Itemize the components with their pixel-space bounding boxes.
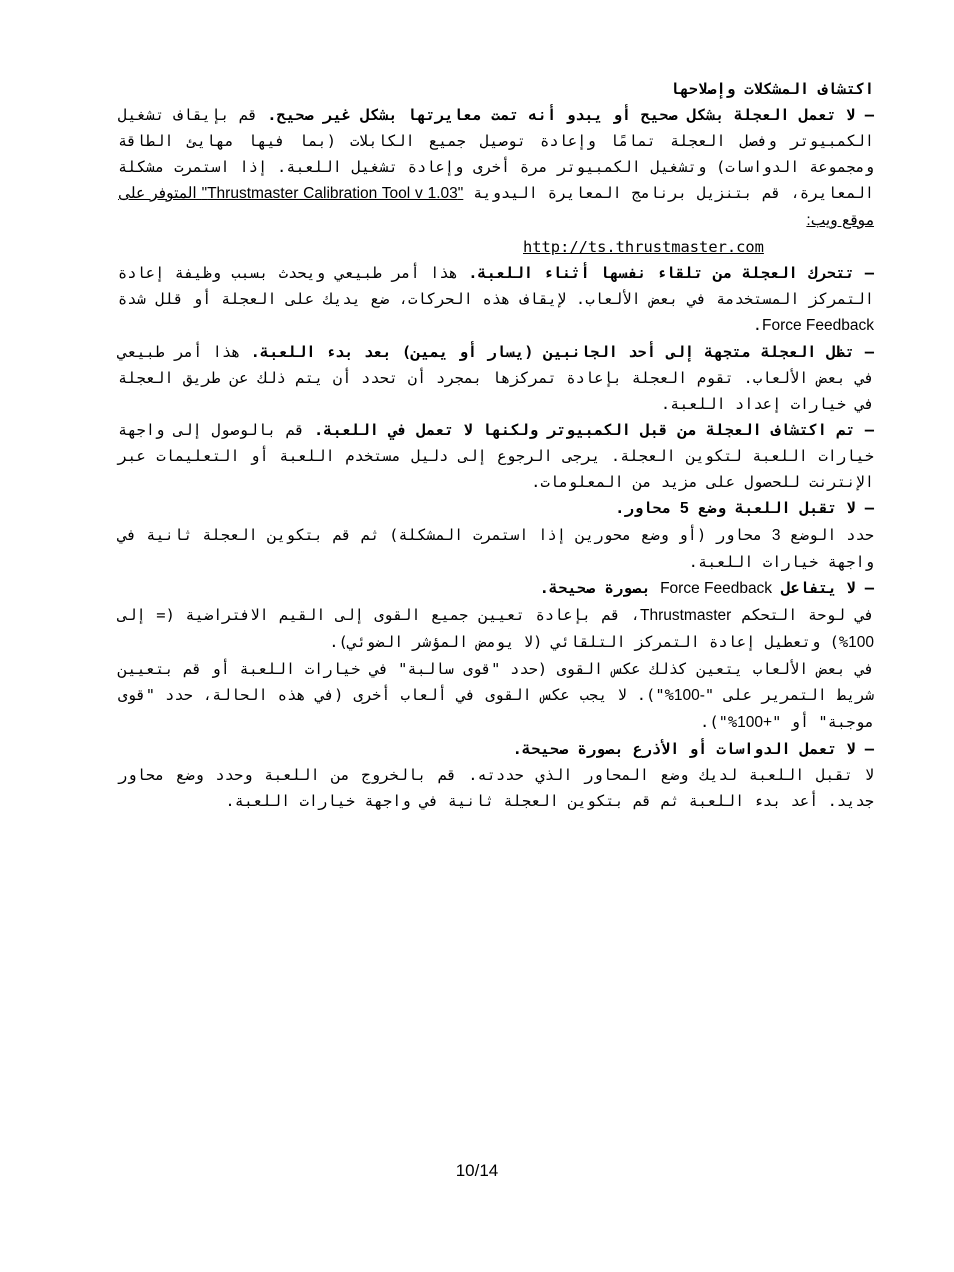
section-heading-force-feedback <box>118 575 874 602</box>
body-part: حدد الوضع <box>780 526 874 544</box>
section-lead: – تتحرك العجلة من تلقاء نفسها أثناء اللعبة. <box>468 264 874 282</box>
body-part: %"). <box>700 713 738 731</box>
force-feedback-term: Force Feedback <box>762 317 874 334</box>
heading-part: – لا تقبل اللعبة وضع <box>688 499 874 517</box>
page-title: اكتشاف المشكلات وإصلاحها <box>670 80 874 98</box>
url-line <box>118 234 874 260</box>
section-lead: – تم اكتشاف العجلة من قبل الكمبيوتر ولكنها لا تعمل في اللعبة. <box>314 421 874 439</box>
sentence-end: . <box>752 316 762 334</box>
thrustmaster-term: Thrustmaster <box>639 607 732 624</box>
section-body: هذا أمر طبيعي ويحدث بسبب وظيفة إعادة التمركز المستخدمة في بعض الألعاب. لإيقاف هذه الحركات، ضع يديك على العجلة أو قلل شدة <box>118 264 874 308</box>
body-part: في لوحة التحكم <box>731 606 874 624</box>
section-body: قم بالوصول إلى واجهة خيارات اللعبة لتكوين العجلة. يرجى الرجوع إلى دليل مستخدم اللعبة أو التعليمات عبر الإنترنت للحصول على مزيد من المعلومات. <box>118 421 874 491</box>
body-part: %) وتعطيل إعادة التمركز التلقائي (لا يومض المؤشر الضوئي). <box>329 633 849 651</box>
section-body-pedals: لا تقبل اللعبة لديك وضع المحاور الذي حددته. قم بالخروج من اللعبة وحدد وضع محاور جديد. أعد بدء اللعبة ثم قم بتكوين العجلة ثانية في واجهة خيارات اللعبة. <box>118 766 874 810</box>
available-on-text: المتوفر على موقع ويب: <box>118 185 874 229</box>
section-wheel-side <box>118 339 874 417</box>
axes-count: 3 <box>771 527 781 544</box>
section-heading-5-axes <box>118 495 874 522</box>
percent-value: +100 <box>737 714 773 731</box>
section-body: هذا أمر طبيعي في بعض الألعاب. تقوم العجلة بإعادة تمركزها بمجرد أن تحدد أن يتم ذلك عن طريق العجلة في خيارات إعداد اللعبة. <box>118 343 874 413</box>
section-body-5-axes <box>118 522 874 575</box>
axes-count: 5 <box>680 500 689 517</box>
force-feedback-term: Force Feedback <box>660 580 773 597</box>
percent-value: 100 <box>848 634 874 651</box>
heading-part: بصورة صحيحة. <box>539 579 661 597</box>
body-part: %"). لا يجب عكس القوى في ألعاب أخرى (في هذه الحالة، حدد "قوى موجبة" أو " <box>118 686 874 731</box>
heading-part: – لا يتفاعل <box>772 579 874 597</box>
manual-page <box>118 76 874 814</box>
section-body: قم بإيقاف تشغيل الكمبيوتر وفصل العجلة تمامًا وإعادة توصيل جميع الكابلات (بما فيها مهايئ الطاقة ومجموعة الدواسات) وتشغيل الكمبيوتر مرة أخرى وإعادة تشغيل اللعبة. إذا استمرت مشكلة المعايرة، قم بتنزيل برنامج المعايرة اليدوية <box>118 106 874 202</box>
section-lead: – لا تعمل العجلة بشكل صحيح أو يبدو أنه تمت معايرتها بشكل غير صحيح. <box>267 106 874 124</box>
section-body-force-feedback-2 <box>118 656 874 736</box>
page-number: 10/14 <box>455 1161 499 1180</box>
section-wheel-moves <box>118 260 874 339</box>
heading-part: محاور. <box>615 499 681 517</box>
section-body-force-feedback-1 <box>118 602 874 656</box>
body-part: محاور (أو وضع محورين إذا استمرت المشكلة) ثم قم بتكوين العجلة ثانية في واجهة خيارات اللعبة. <box>118 526 874 571</box>
percent-value: -100 <box>673 687 705 704</box>
section-lead: – تظل العجلة متجهة إلى أحد الجانبين (يسار أو يمين) بعد بدء اللعبة. <box>250 343 874 361</box>
body-part: ، قم بإعادة تعيين جميع القوى إلى القيم الافتراضية (= إلى <box>118 606 640 624</box>
section-heading-pedals: – لا تعمل الدواسات أو الأذرع بصورة صحيحة. <box>512 740 874 758</box>
section-detected-not-working <box>118 417 874 495</box>
thrustmaster-url-link[interactable]: http://ts.thrustmaster.com <box>523 238 764 256</box>
calibration-tool-name: "Thrustmaster Calibration Tool v 1.03" <box>201 185 464 202</box>
section-calibration <box>118 102 874 234</box>
body-part: في بعض الألعاب يتعين كذلك عكس القوى (حدد "قوى سالبة" في خيارات اللعبة أو قم بتعيين شريط التمرير على " <box>118 660 874 704</box>
